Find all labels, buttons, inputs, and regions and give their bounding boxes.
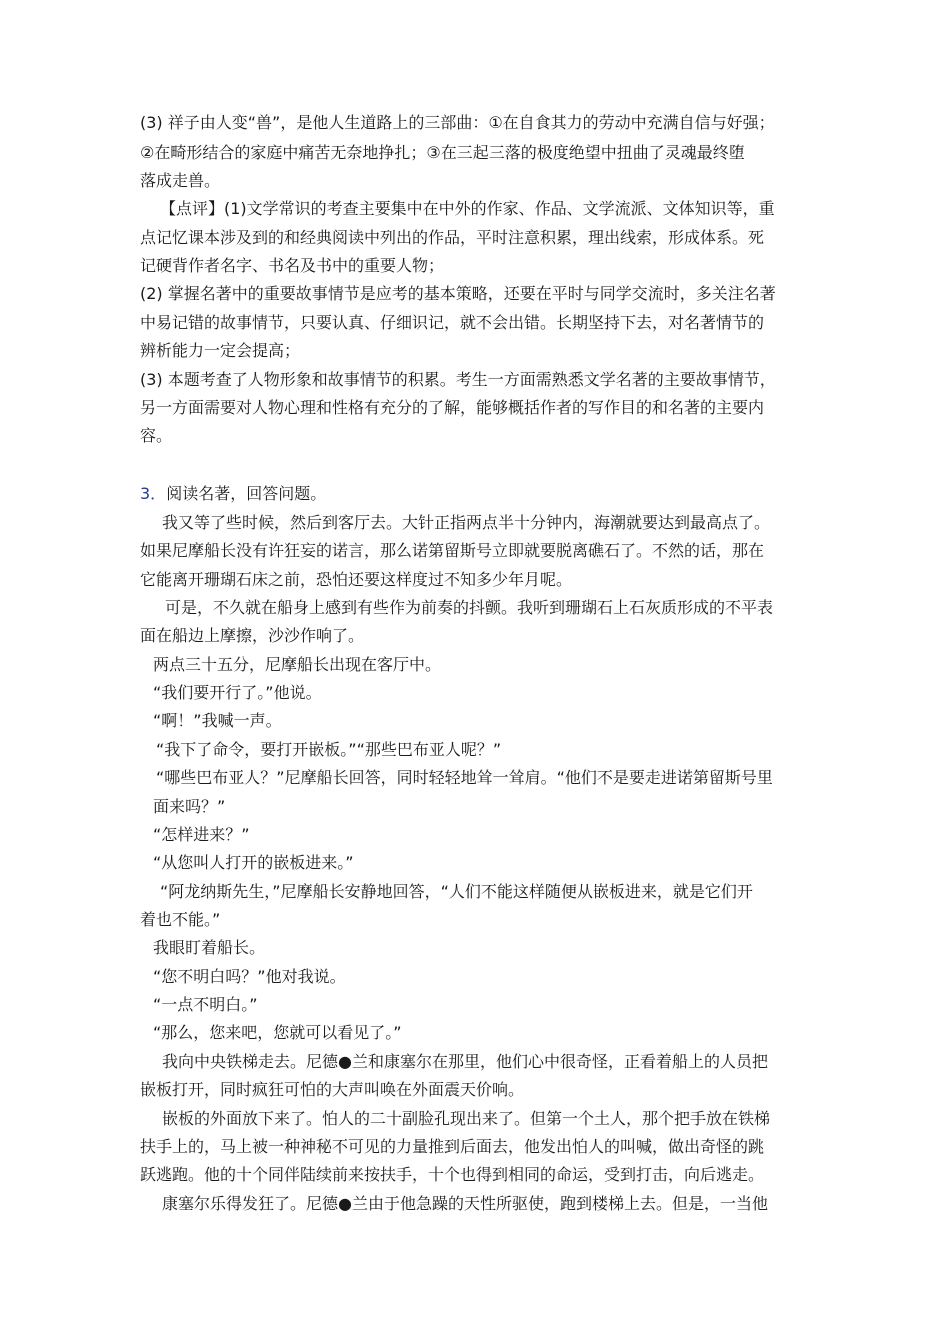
- analysis-p3-line: (3) 祥子由人变“兽”，是他人生道路上的三部曲：①在自食其力的劳动中充满自信与好强；: [140, 113, 775, 132]
- passage-line: 它能离开珊瑚石床之前，恐怕还要这样度过不知多少年月呢。: [140, 570, 573, 589]
- passage-line: 康塞尔乐得发狂了。尼德●兰由于他急躁的天性所驱使，跑到楼梯上去。但是，一当他: [162, 1194, 768, 1213]
- passage-line: “从您叫人打开的嵌板进来。”: [153, 853, 354, 872]
- passage-line: “我下了命令，要打开嵌板。”“那些巴布亚人呢？”: [156, 740, 502, 759]
- passage-line: 扶手上的，马上被一种神秘不可见的力量推到后面去，他发出怕人的叫喊，做出奇怪的跳: [140, 1137, 765, 1156]
- review-point-3-line: 容。: [140, 426, 173, 445]
- passage-line: 我向中央铁梯走去。尼德●兰和康塞尔在那里，他们心中很奇怪，正看着船上的人员把: [162, 1052, 768, 1071]
- question-number: 3．: [140, 484, 167, 503]
- passage-line: 嵌板的外面放下来了。怕人的二十副脸孔现出来了。但第一个土人，那个把手放在铁梯: [162, 1109, 771, 1128]
- passage-line: “阿龙纳斯先生，”尼摩船长安静地回答，“人们不能这样随便从嵌板进来，就是它们开: [160, 882, 753, 901]
- passage-line: 我又等了些时候，然后到客厅去。大针正指两点半十分钟内，海潮就要达到最高点了。: [162, 513, 771, 532]
- passage-line: “我们要开行了。”他说。: [153, 683, 322, 702]
- passage-line: 着也不能。”: [140, 910, 221, 929]
- passage-line: 我眼盯着船长。: [153, 938, 266, 957]
- question-heading: [140, 482, 326, 506]
- passage-line: “哪些巴布亚人？”尼摩船长回答，同时轻轻地耸一耸肩。“他们不是要走进诺第留斯号里: [156, 768, 773, 787]
- passage-line: 可是，不久就在船身上感到有些作为前奏的抖颤。我听到珊瑚石上石灰质形成的不平表: [165, 598, 774, 617]
- passage-line: 如果尼摩船长没有许狂妄的诺言，那么诺第留斯号立即就要脱离礁石了。不然的话，那在: [140, 541, 765, 560]
- passage-line: “一点不明白。”: [153, 995, 258, 1014]
- question-prompt: 阅读名著，回答问题。: [166, 484, 327, 503]
- passage-line: “啊！”我喊一声。: [153, 711, 282, 730]
- passage-line: “那么，您来吧，您就可以看见了。”: [153, 1023, 402, 1042]
- review-point-3-line: 另一方面需要对人物心理和性格有充分的了解，能够概括作者的写作目的和名著的主要内: [140, 398, 765, 417]
- analysis-p3-line: 落成走兽。: [140, 171, 221, 190]
- review-point-2-line: (2) 掌握名著中的重要故事情节是应考的基本策略，还要在平时与同学交流时，多关注名著: [140, 284, 776, 303]
- review-point-3-line: (3) 本题考查了人物形象和故事情节的积累。考生一方面需熟悉文学名著的主要故事情节，: [140, 370, 776, 389]
- passage-line: 跃逃跑。他的十个同伴陆续前来按扶手，十个也得到相同的命运，受到打击，向后逃走。: [140, 1165, 765, 1184]
- review-line: 【点评】(1)文学常识的考查主要集中在中外的作家、作品、文学流派、文体知识等，重: [160, 199, 775, 218]
- passage-line: 两点三十五分，尼摩船长出现在客厅中。: [153, 655, 442, 674]
- passage-line: 面在船边上摩擦，沙沙作响了。: [140, 626, 365, 645]
- review-line: 记硬背作者名字、书名及书中的重要人物；: [140, 256, 445, 275]
- review-line: 点记忆课本涉及到的和经典阅读中列出的作品，平时注意积累，理出线索，形成体系。死: [140, 228, 765, 247]
- passage-line: 嵌板打开，同时疯狂可怕的大声叫唤在外面震天价响。: [140, 1080, 525, 1099]
- passage-line: “您不明白吗？”他对我说。: [153, 967, 346, 986]
- passage-line: “怎样进来？”: [153, 825, 250, 844]
- analysis-p3-line: ②在畸形结合的家庭中痛苦无奈地挣扎；③在三起三落的极度绝望中扭曲了灵魂最终堕: [140, 143, 745, 162]
- review-point-2-line: 中易记错的故事情节，只要认真、仔细识记，就不会出错。长期坚持下去，对名著情节的: [140, 313, 765, 332]
- passage-line: 面来吗？”: [153, 797, 226, 816]
- review-point-2-line: 辨析能力一定会提高；: [140, 341, 301, 360]
